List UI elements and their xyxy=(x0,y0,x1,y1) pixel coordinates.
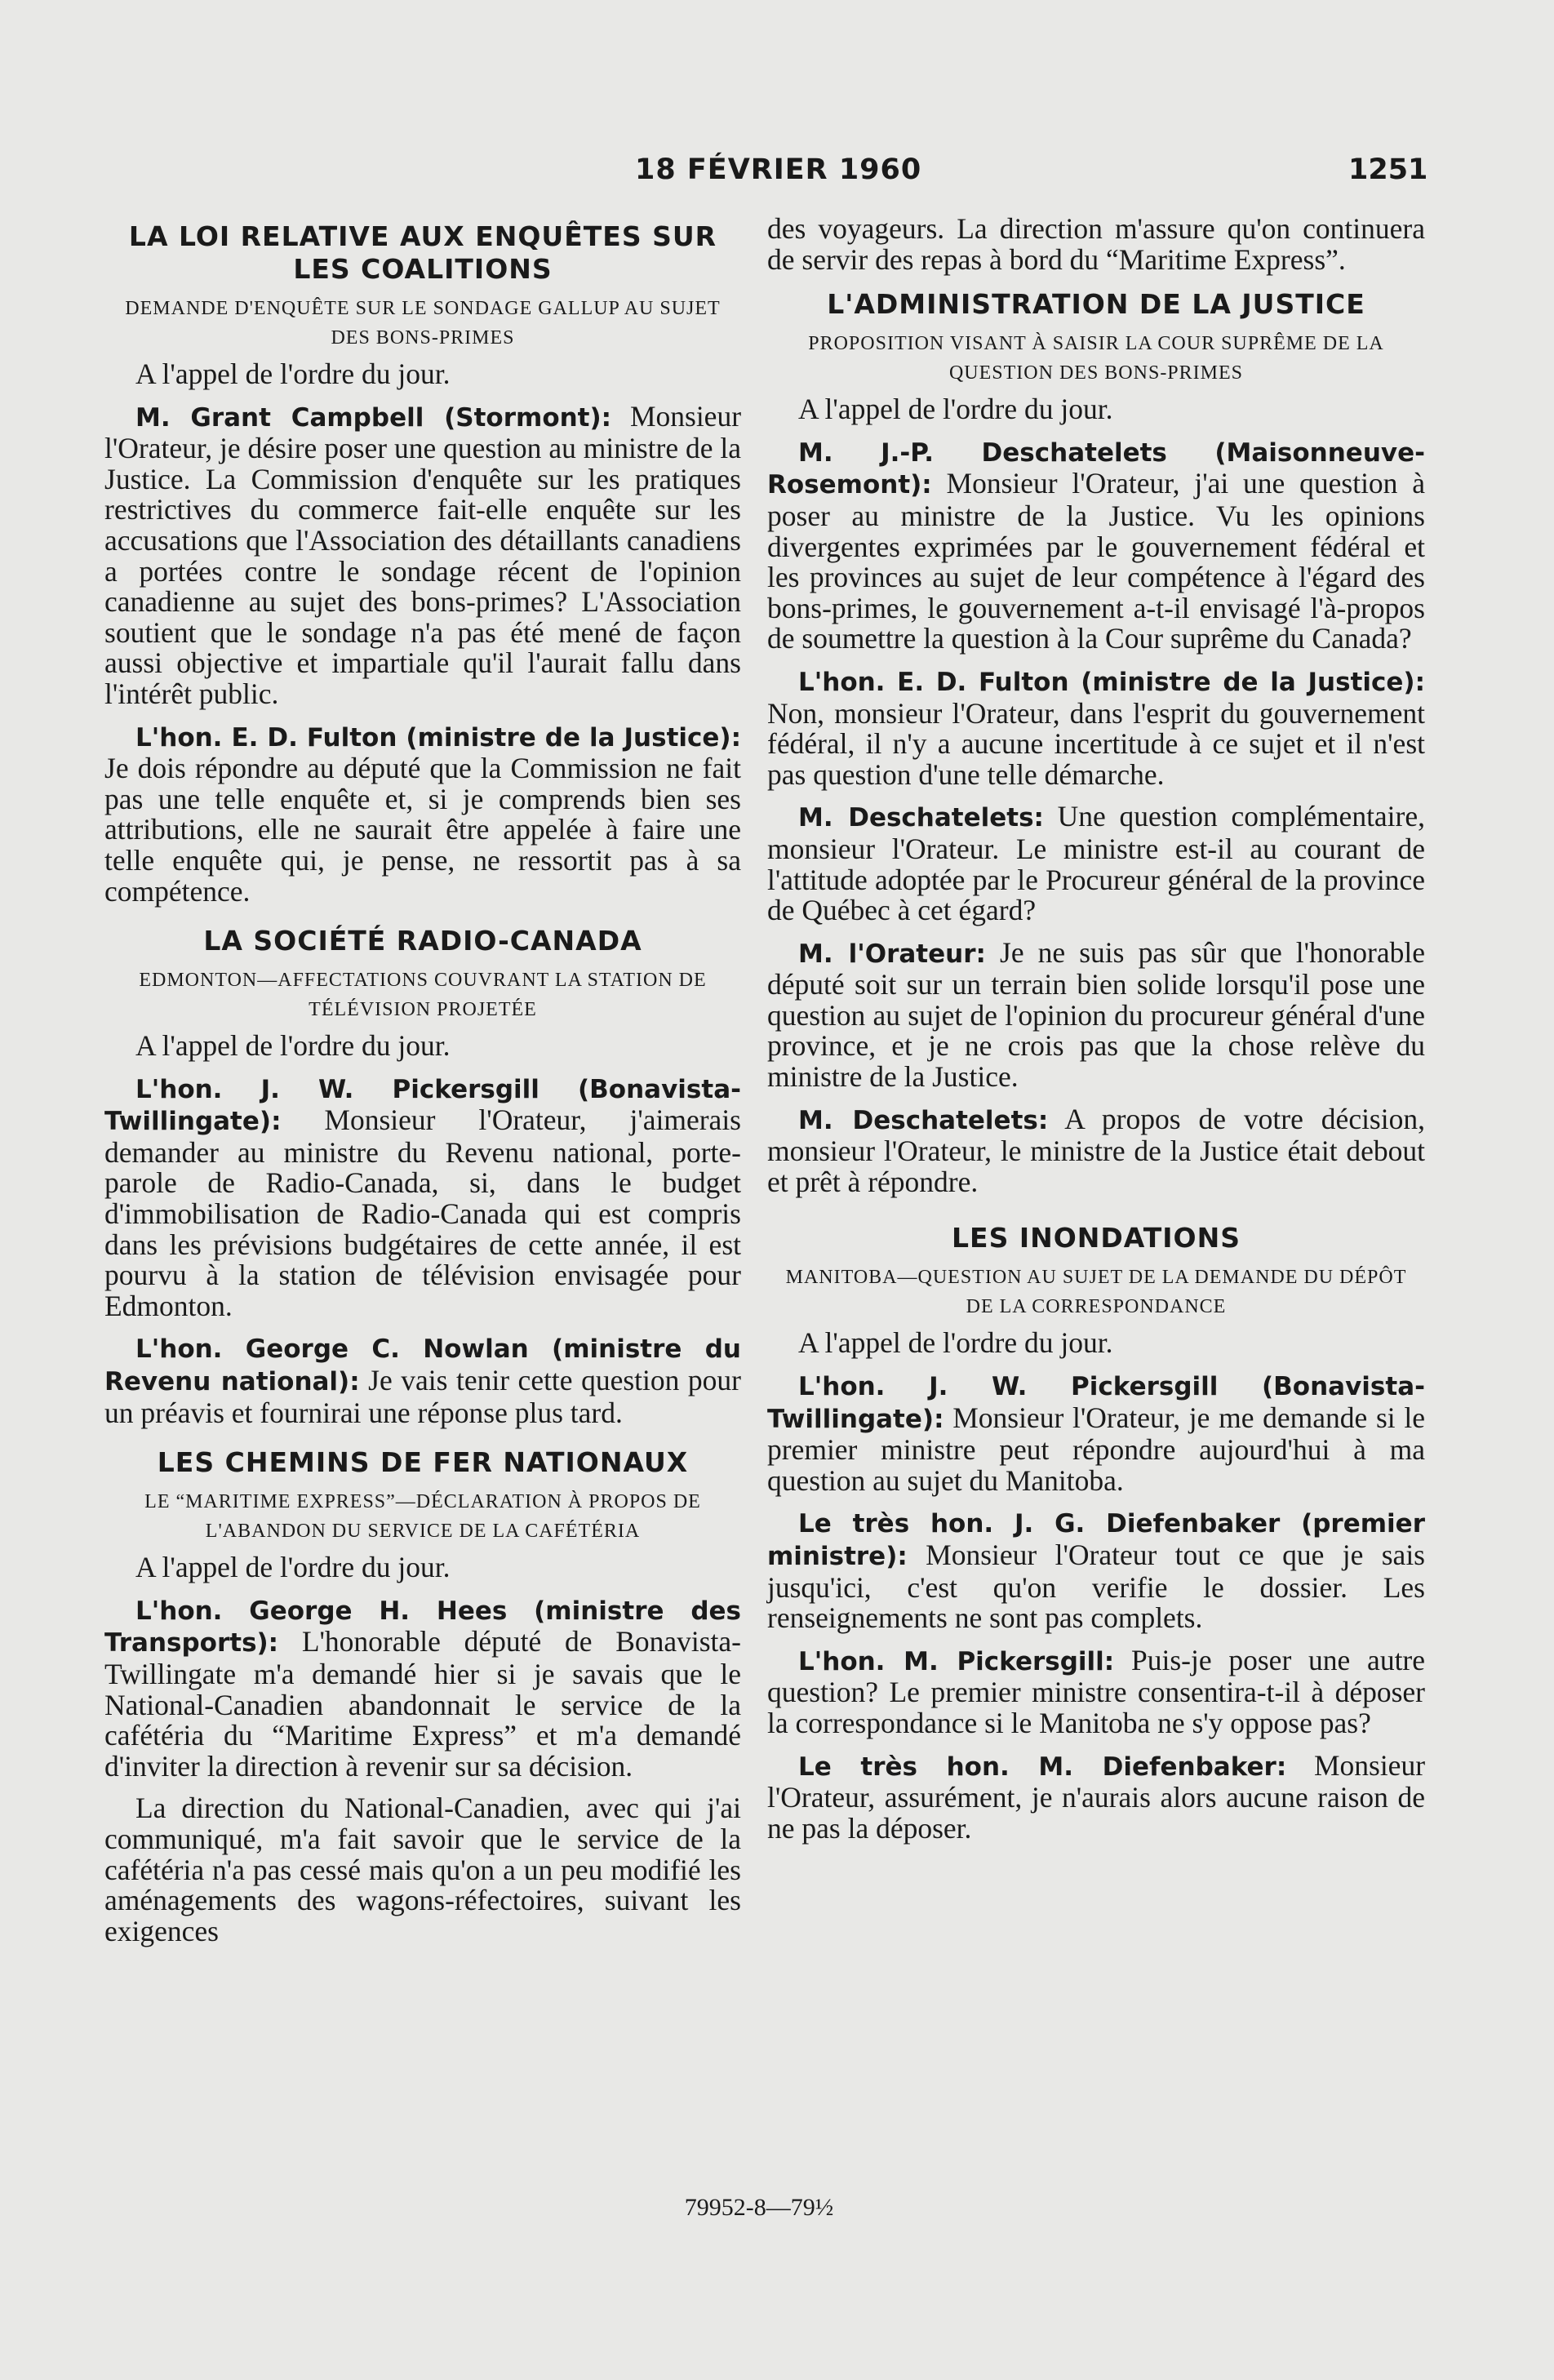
section-title: LA SOCIÉTÉ RADIO-CANADA xyxy=(203,925,642,957)
speaker-name: L'hon. J. W. Pickersgill (Bonavista-Twillingate): xyxy=(767,1372,1425,1434)
speech-text: Monsieur l'Orateur, je me demande si le premier ministre peut répondre aujourd'hui à ma question au sujet du Manitoba. xyxy=(767,1401,1425,1497)
section-subtitle: LE “MARITIME EXPRESS”—DÉCLARATION À PROPOS DE L'ABANDON DU SERVICE DE LA CAFÉTÉRIA xyxy=(144,1491,701,1543)
speaker-name: M. Grant Campbell (Stormont): xyxy=(135,402,612,433)
speaker-name: L'hon. J. W. Pickersgill (Bonavista-Twillingate): xyxy=(104,1074,741,1137)
section-title: LA LOI RELATIVE AUX ENQUÊTES SUR LES COALITIONS xyxy=(128,220,717,285)
speech-text: Non, monsieur l'Orateur, dans l'esprit du gouvernement fédéral, il n'y a aucune incertitude à ce sujet et il n'est pas question d'une telle démarche. xyxy=(767,696,1425,791)
paragraph xyxy=(767,801,1425,926)
paragraph xyxy=(767,935,1425,1094)
paragraph xyxy=(767,666,1425,790)
left-column xyxy=(104,214,741,1958)
paragraph: La direction du National-Canadien, avec qui j'ai communiqué, m'a fait savoir que le service de la cafétéria n'a pas cessé mais qu'on a un peu modifié les aménagements des wagons-réfectoires, suivant les exigences xyxy=(104,1792,741,1947)
header-date: 18 FÉVRIER 1960 xyxy=(635,153,922,186)
speaker-name: M. J.-P. Deschatelets (Maisonneuve-Rosemont): xyxy=(767,437,1425,500)
speech-text: Je vais tenir cette question pour un préavis et fournirai une réponse plus tard. xyxy=(104,1364,741,1429)
paragraph xyxy=(767,1645,1425,1739)
section-subtitle: MANITOBA—QUESTION AU SUJET DE LA DEMANDE DU DÉPÔT DE LA CORRESPONDANCE xyxy=(785,1267,1407,1318)
paragraph xyxy=(104,722,741,908)
section-title: L'ADMINISTRATION DE LA JUSTICE xyxy=(827,288,1365,321)
speaker-name: L'hon. E. D. Fulton (ministre de la Justice): xyxy=(135,722,741,753)
paragraph xyxy=(767,1507,1425,1633)
speaker-name: M. l'Orateur: xyxy=(798,939,986,969)
paragraph xyxy=(104,1073,741,1322)
printer-code: 79952-8—79½ xyxy=(684,2194,834,2221)
page-header xyxy=(0,153,1554,194)
paragraph xyxy=(767,1370,1425,1496)
speaker-name: L'hon. M. Pickersgill: xyxy=(798,1646,1115,1676)
speech-text: L'honorable député de Bonavista-Twillingate m'a demandé hier si je savais que le National-Canadien abandonnait le service de la cafétéria du “Maritime Express” et m'a demandé d'inviter la direction à revenir sur sa décision. xyxy=(104,1625,741,1783)
speech-text: Monsieur l'Orateur, assurément, je n'aurais alors aucune raison de ne pas la déposer. xyxy=(767,1748,1426,1845)
right-column xyxy=(767,214,1425,1855)
speech-text: Monsieur l'Orateur, j'ai une question à poser au ministre de la Justice. Vu les opinions divergentes exprimées par le gouvernement fédéral et les provinces au sujet de leur compétence à l'égard des bons-primes, le gouvernement a-t-il envisagé l'à-propos de soumettre la question à la Cour suprême du Canada? xyxy=(767,467,1426,655)
speech-text: Puis-je poser une autre question? Le premier ministre consentira-t-il à déposer la correspondance si le Manitoba ne s'y oppose pas? xyxy=(767,1643,1426,1739)
speaker-name: L'hon. E. D. Fulton (ministre de la Justice): xyxy=(798,667,1425,697)
speech-text: Une question complémentaire, monsieur l'Orateur. Le ministre est-il au courant de l'attitude adoptée par le Procureur général de la province de Québec à cet égard? xyxy=(767,800,1426,927)
speech-text: Je dois répondre au député que la Commission ne fait pas une telle enquête et, si je comprends bien ses attributions, elle ne saurait être appelée à faire une telle enquête qui, je pense, ne ressortit pas à sa compétence. xyxy=(104,752,741,908)
paragraph: A l'appel de l'ordre du jour. xyxy=(135,1029,451,1063)
speaker-name: L'hon. George H. Hees (ministre des Transports): xyxy=(104,1596,741,1658)
speech-text: Je ne suis pas sûr que l'honorable député soit sur un terrain bien solide lorsqu'il pose une question au sujet de l'opinion du procureur général d'une province, et je ne crois pas que la chose relève du ministre de la Justice. xyxy=(767,935,1425,1094)
speech-text: Monsieur l'Orateur, j'aimerais demander au ministre du Revenu national, porte-parole de Radio-Canada, si, dans le budget d'immobilisation de Radio-Canada qui est compris dans les prévisions budgétaires de cette année, il est pourvu à la station de télévision envisagée pour Edmonton. xyxy=(104,1103,741,1322)
paragraph xyxy=(767,437,1425,655)
speaker-name: Le très hon. M. Diefenbaker: xyxy=(798,1752,1287,1782)
speech-text: A propos de votre décision, monsieur l'Orateur, le ministre de la Justice était debout et prêt à répondre. xyxy=(767,1102,1425,1198)
paragraph: A l'appel de l'ordre du jour. xyxy=(798,393,1113,426)
paragraph: A l'appel de l'ordre du jour. xyxy=(798,1326,1113,1360)
section-subtitle: DEMANDE D'ENQUÊTE SUR LE SONDAGE GALLUP AU SUJET DES BONS-PRIMES xyxy=(125,298,721,349)
speaker-name: L'hon. George C. Nowlan (ministre du Revenu national): xyxy=(104,1334,741,1397)
paragraph: A l'appel de l'ordre du jour. xyxy=(135,1551,451,1584)
paragraph: des voyageurs. La direction m'assure qu'on continuera de servir des repas à bord du “Maritime Express”. xyxy=(767,212,1425,276)
section-subtitle: PROPOSITION VISANT À SAISIR LA COUR SUPRÊME DE LA QUESTION DES BONS-PRIMES xyxy=(808,333,1384,384)
speech-text: Monsieur l'Orateur tout ce que je sais jusqu'ici, c'est qu'on verifie le dossier. Les renseignements ne sont pas complets. xyxy=(767,1539,1425,1635)
paragraph xyxy=(767,1104,1425,1198)
paragraph xyxy=(767,1748,1426,1845)
speaker-name: M. Deschatelets: xyxy=(798,803,1044,833)
paragraph xyxy=(104,399,742,710)
page-number: 1251 xyxy=(1348,153,1428,186)
paragraph xyxy=(104,1595,741,1783)
section-title: LES CHEMINS DE FER NATIONAUX xyxy=(157,1446,689,1479)
speech-text: Monsieur l'Orateur, je désire poser une question au ministre de la Justice. La Commission d'enquête sur les pratiques restrictives du commerce fait-elle enquête sur les accusations que l'Association des détaillants canadiens a portées contre le sondage récent de l'opinion canadienne au sujet des bons-primes? L'Association soutient que le sondage n'a pas été mené de façon aussi objective et impartiale qu'il l'aurait fallu dans l'intérêt public. xyxy=(104,399,742,710)
paragraph xyxy=(104,1333,741,1428)
section-subtitle: EDMONTON—AFFECTATIONS COUVRANT LA STATION DE TÉLÉVISION PROJETÉE xyxy=(139,970,707,1021)
page-footer xyxy=(0,2194,1554,2222)
paragraph: A l'appel de l'ordre du jour. xyxy=(135,357,451,390)
speaker-name: Le très hon. J. G. Diefenbaker (premier ministre): xyxy=(767,1509,1425,1571)
speaker-name: M. Deschatelets: xyxy=(798,1105,1049,1135)
section-title: LES INONDATIONS xyxy=(952,1222,1241,1254)
